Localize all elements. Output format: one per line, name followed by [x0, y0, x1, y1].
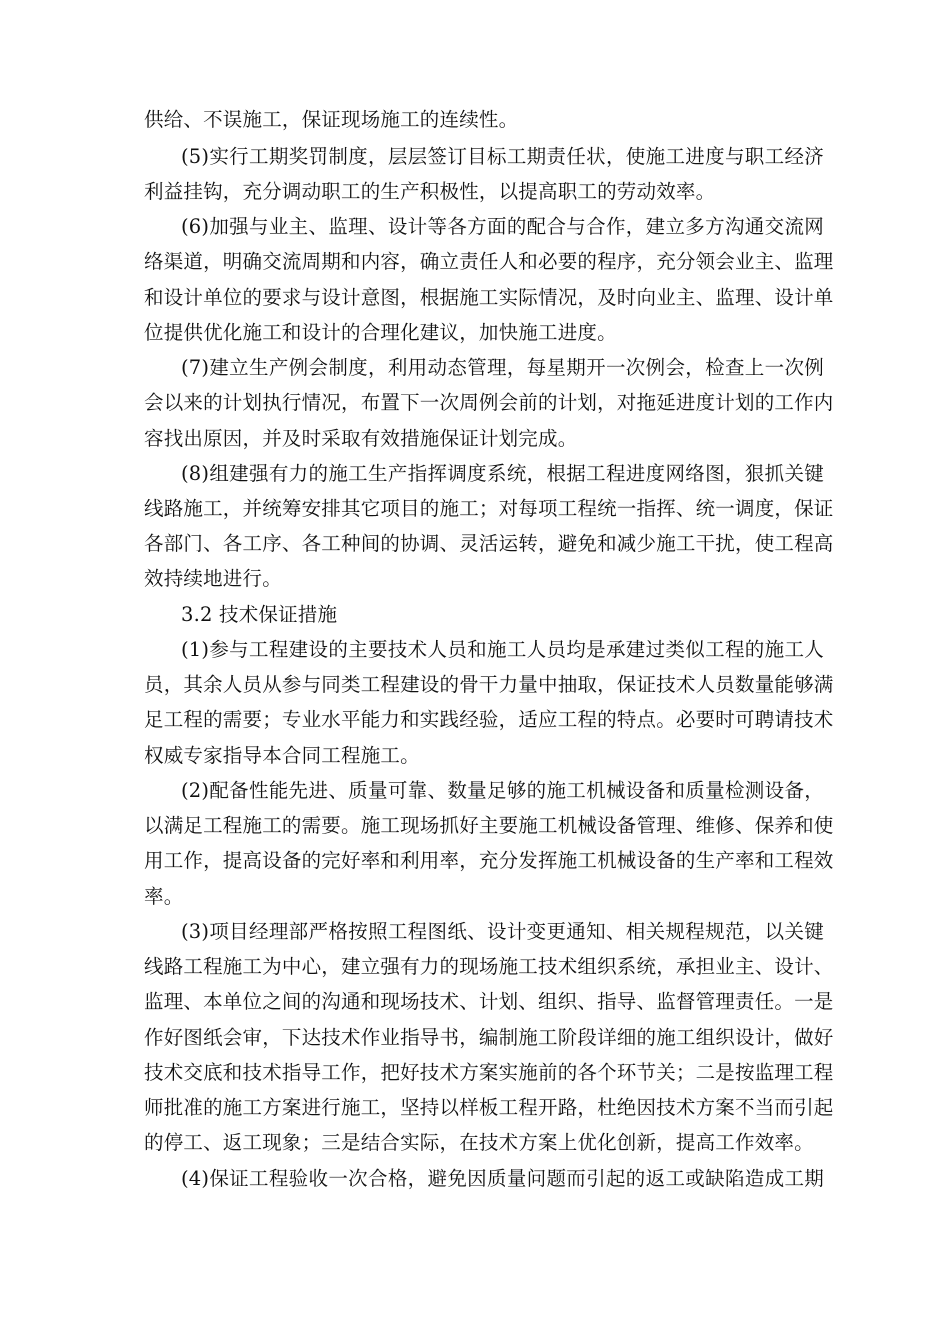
body-line: (4)保证工程验收一次合格，避免因质量问题而引起的返工或缺陷造成工期: [181, 1167, 824, 1190]
body-line: 用工作，提高设备的完好率和利用率，充分发挥施工机械设备的生产率和工程效: [144, 849, 834, 872]
body-line: (2)配备性能先进、质量可靠、数量足够的施工机械设备和质量检测设备，: [181, 779, 824, 802]
body-line: 位提供优化施工和设计的合理化建议，加快施工进度。: [144, 321, 617, 344]
body-line: 员，其余人员从参与同类工程建设的骨干力量中抽取，保证技术人员数量能够满: [144, 673, 834, 696]
section-heading: 3.2 技术保证措施: [181, 603, 338, 626]
body-line: (5)实行工期奖罚制度，层层签订目标工期责任状，使施工进度与职工经济: [181, 145, 824, 168]
body-line: 线路工程施工为中心，建立强有力的现场施工技术组织系统，承担业主、设计、: [144, 955, 834, 978]
body-line: (8)组建强有力的施工生产指挥调度系统，根据工程进度网络图，狠抓关键: [181, 462, 824, 485]
body-line: (6)加强与业主、监理、设计等各方面的配合与合作，建立多方沟通交流网: [181, 215, 824, 238]
body-line: 作好图纸会审，下达技术作业指导书，编制施工阶段详细的施工组织设计，做好: [144, 1026, 834, 1049]
body-line: (7)建立生产例会制度，利用动态管理，每星期开一次例会，检查上一次例: [181, 356, 824, 379]
body-line: 各部门、各工序、各工种间的协调、灵活运转，避免和减少施工干扰，使工程高: [144, 532, 834, 555]
body-line: (3)项目经理部严格按照工程图纸、设计变更通知、相关规程规范，以关键: [181, 920, 824, 943]
body-line: 监理、本单位之间的沟通和现场技术、计划、组织、指导、监督管理责任。一是: [144, 990, 834, 1013]
body-line: 供给、不误施工，保证现场施工的连续性。: [144, 108, 519, 131]
body-line: 以满足工程施工的需要。施工现场抓好主要施工机械设备管理、维修、保养和使: [144, 814, 834, 837]
body-line: 容找出原因，并及时采取有效措施保证计划完成。: [144, 427, 578, 450]
body-line: 足工程的需要；专业水平能力和实践经验，适应工程的特点。必要时可聘请技术: [144, 708, 834, 731]
body-line: 络渠道，明确交流周期和内容，确立责任人和必要的程序，充分领会业主、监理: [144, 250, 834, 273]
body-line: 和设计单位的要求与设计意图，根据施工实际情况，及时向业主、监理、设计单: [144, 286, 834, 309]
body-line: 利益挂钩，充分调动职工的生产积极性，以提高职工的劳动效率。: [144, 180, 716, 203]
body-line: 会以来的计划执行情况，布置下一次周例会前的计划，对拖延进度计划的工作内: [144, 391, 834, 414]
body-line: (1)参与工程建设的主要技术人员和施工人员均是承建过类似工程的施工人: [181, 638, 824, 661]
body-line: 师批准的施工方案进行施工，坚持以样板工程开路，杜绝因技术方案不当而引起: [144, 1096, 834, 1119]
body-line: 率。: [144, 885, 184, 908]
body-line: 权威专家指导本合同工程施工。: [144, 744, 420, 767]
body-line: 技术交底和技术指导工作，把好技术方案实施前的各个环节关；二是按监理工程: [144, 1061, 834, 1084]
body-line: 线路施工，并统筹安排其它项目的施工；对每项工程统一指挥、统一调度，保证: [144, 497, 834, 520]
body-line: 的停工、返工现象；三是结合实际，在技术方案上优化创新，提高工作效率。: [144, 1131, 814, 1154]
body-line: 效持续地进行。: [144, 567, 282, 590]
